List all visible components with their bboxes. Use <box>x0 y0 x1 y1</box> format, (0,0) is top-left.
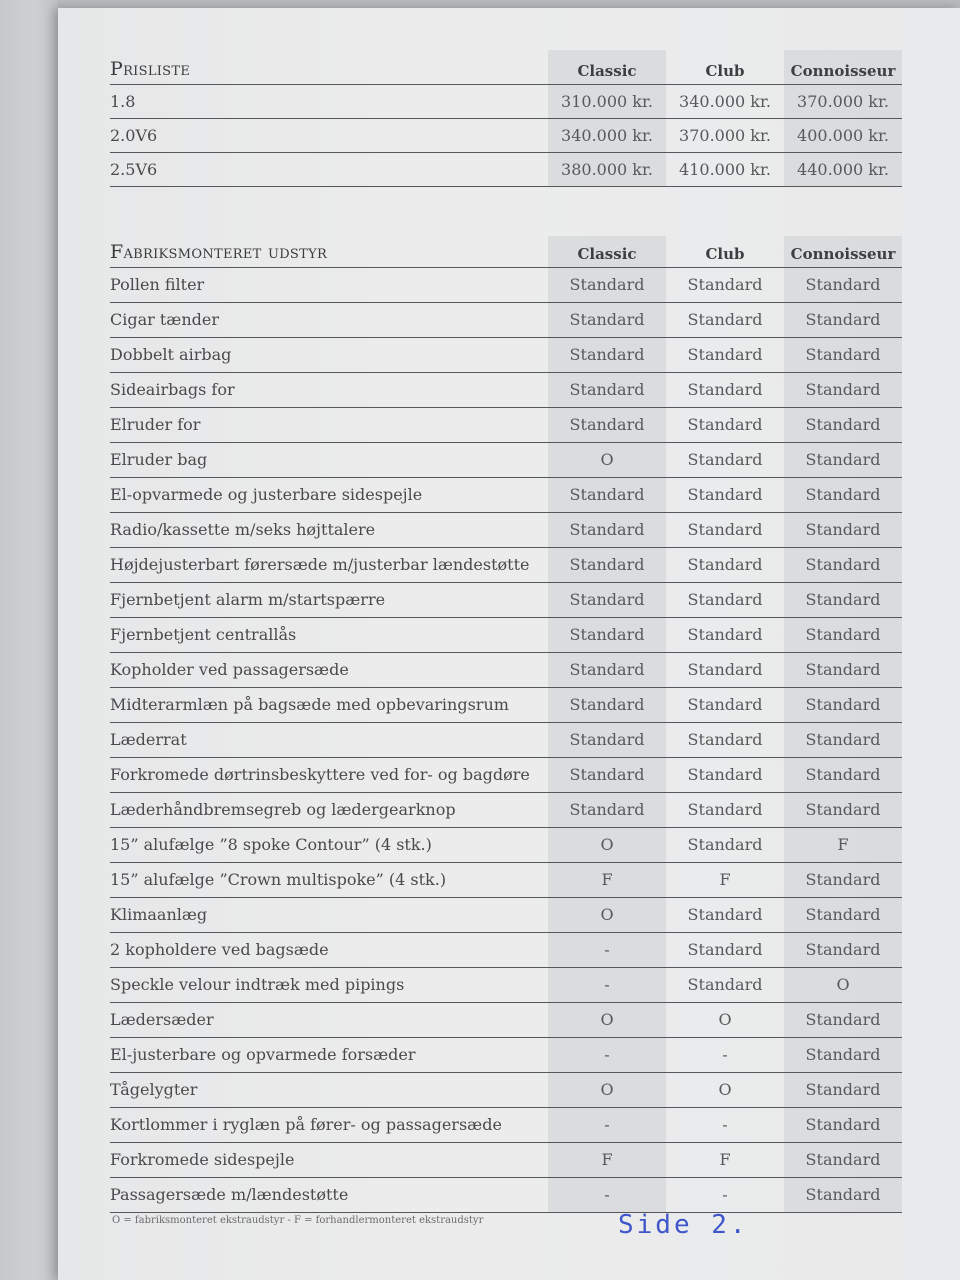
equipment-row-label: Læderrat <box>110 722 548 757</box>
equipment-row-label: 15” alufælge ”Crown multispoke” (4 stk.) <box>110 862 548 897</box>
equipment-row-label: Fjernbetjent alarm m/startspærre <box>110 582 548 617</box>
equipment-row-cell: Standard <box>666 512 784 547</box>
equipment-row-cell: Standard <box>548 757 666 792</box>
equipment-row-cell: Standard <box>666 407 784 442</box>
equipment-row-cell: F <box>666 1142 784 1177</box>
equipment-row-label: Pollen filter <box>110 267 548 302</box>
equipment-row-cell: Standard <box>666 477 784 512</box>
equipment-row-label: Elruder bag <box>110 442 548 477</box>
equipment-row-cell: Standard <box>784 337 902 372</box>
equipment-row-cell: Standard <box>548 302 666 337</box>
price-row-cell: 370.000 kr. <box>666 118 784 152</box>
equipment-row-cell: O <box>548 1002 666 1037</box>
equipment-row <box>110 897 902 932</box>
equipment-row <box>110 477 902 512</box>
equipment-row-cell: Standard <box>784 442 902 477</box>
price-column-header-club: Club <box>666 50 784 84</box>
equipment-row-cell: O <box>548 442 666 477</box>
equipment-row-cell: Standard <box>784 1177 902 1212</box>
equipment-row-cell: Standard <box>666 652 784 687</box>
equipment-row-cell: Standard <box>784 1107 902 1142</box>
equipment-row-cell: Standard <box>784 512 902 547</box>
equipment-row-cell: F <box>666 862 784 897</box>
equipment-row-cell: Standard <box>666 442 784 477</box>
equipment-row-label: Elruder for <box>110 407 548 442</box>
equipment-row <box>110 1142 902 1177</box>
equipment-row-cell: Standard <box>548 512 666 547</box>
equipment-row-label: El-justerbare og opvarmede forsæder <box>110 1037 548 1072</box>
equipment-row-label: Kopholder ved passagersæde <box>110 652 548 687</box>
equipment-row-cell: Standard <box>784 687 902 722</box>
equipment-row-cell: Standard <box>666 337 784 372</box>
price-column-header-connoisseur: Connoisseur <box>784 50 902 84</box>
equipment-row-cell: Standard <box>666 372 784 407</box>
equipment-row-label: Højdejusterbart førersæde m/justerbar lændestøtte <box>110 547 548 582</box>
equipment-row-cell: Standard <box>548 582 666 617</box>
equipment-row-label: 2 kopholdere ved bagsæde <box>110 932 548 967</box>
equipment-row-label: Tågelygter <box>110 1072 548 1107</box>
equipment-row-cell: Standard <box>666 687 784 722</box>
equipment-row-cell: Standard <box>784 792 902 827</box>
equipment-row-cell: Standard <box>784 1002 902 1037</box>
equipment-row-cell: Standard <box>784 547 902 582</box>
equipment-row <box>110 792 902 827</box>
equipment-row-label: El-opvarmede og justerbare sidespejle <box>110 477 548 512</box>
price-row-cell: 370.000 kr. <box>784 84 902 118</box>
equipment-row-label: Fjernbetjent centrallås <box>110 617 548 652</box>
equipment-row <box>110 1072 902 1107</box>
equipment-row-cell: Standard <box>784 722 902 757</box>
equipment-row <box>110 582 902 617</box>
equipment-row-cell: Standard <box>784 862 902 897</box>
equipment-row-cell: O <box>666 1072 784 1107</box>
price-row-cell: 410.000 kr. <box>666 152 784 186</box>
equipment-row-cell: Standard <box>784 1072 902 1107</box>
equipment-row <box>110 512 902 547</box>
price-list-table <box>110 50 902 187</box>
equipment-row-cell: Standard <box>784 477 902 512</box>
equipment-row-label: Speckle velour indtræk med pipings <box>110 967 548 1002</box>
equipment-row-cell: Standard <box>666 932 784 967</box>
equipment-row-label: Forkromede sidespejle <box>110 1142 548 1177</box>
equipment-row-cell: Standard <box>784 302 902 337</box>
price-list-title: Prisliste <box>110 50 548 84</box>
price-row-label: 2.5V6 <box>110 152 548 186</box>
equipment-column-header-connoisseur: Connoisseur <box>784 236 902 267</box>
equipment-row <box>110 1107 902 1142</box>
equipment-row <box>110 547 902 582</box>
equipment-row-cell: - <box>666 1107 784 1142</box>
equipment-row-label: 15” alufælge ”8 spoke Contour” (4 stk.) <box>110 827 548 862</box>
price-row-cell: 310.000 kr. <box>548 84 666 118</box>
price-row <box>110 84 902 118</box>
equipment-row-cell: Standard <box>784 582 902 617</box>
equipment-column-header-classic: Classic <box>548 236 666 267</box>
price-row <box>110 152 902 186</box>
equipment-row <box>110 337 902 372</box>
equipment-row-label: Midterarmlæn på bagsæde med opbevaringsrum <box>110 687 548 722</box>
equipment-column-header-club: Club <box>666 236 784 267</box>
equipment-row-cell: Standard <box>548 687 666 722</box>
price-row-cell: 340.000 kr. <box>666 84 784 118</box>
equipment-row <box>110 1002 902 1037</box>
equipment-row-cell: Standard <box>784 757 902 792</box>
equipment-row-label: Dobbelt airbag <box>110 337 548 372</box>
equipment-row <box>110 862 902 897</box>
equipment-row <box>110 372 902 407</box>
equipment-row <box>110 652 902 687</box>
equipment-row <box>110 407 902 442</box>
equipment-title: Fabriksmonteret udstyr <box>110 236 548 267</box>
equipment-row-label: Lædersæder <box>110 1002 548 1037</box>
equipment-row-cell: Standard <box>548 547 666 582</box>
equipment-row <box>110 1177 902 1212</box>
equipment-row-cell: Standard <box>784 1037 902 1072</box>
equipment-row-cell: Standard <box>666 792 784 827</box>
equipment-row <box>110 722 902 757</box>
equipment-row-cell: - <box>666 1037 784 1072</box>
equipment-row-label: Passagersæde m/lændestøtte <box>110 1177 548 1212</box>
price-row <box>110 118 902 152</box>
equipment-row-cell: - <box>548 1107 666 1142</box>
equipment-row-label: Radio/kassette m/seks højttalere <box>110 512 548 547</box>
price-row-cell: 440.000 kr. <box>784 152 902 186</box>
price-column-header-classic: Classic <box>548 50 666 84</box>
equipment-row-cell: Standard <box>666 827 784 862</box>
equipment-row-cell: - <box>548 967 666 1002</box>
equipment-row-cell: Standard <box>784 1142 902 1177</box>
equipment-table <box>110 236 902 1213</box>
price-list-header-row <box>110 50 902 84</box>
equipment-row-cell: Standard <box>666 617 784 652</box>
equipment-row-label: Sideairbags for <box>110 372 548 407</box>
equipment-row-cell: Standard <box>666 722 784 757</box>
legend-footnote: O = fabriksmonteret ekstraudstyr - F = forhandlermonteret ekstraudstyr <box>112 1215 484 1226</box>
equipment-row <box>110 932 902 967</box>
equipment-row-cell: Standard <box>666 547 784 582</box>
equipment-row-cell: Standard <box>548 407 666 442</box>
equipment-row-cell: - <box>548 1177 666 1212</box>
equipment-row-cell: - <box>666 1177 784 1212</box>
equipment-row-cell: Standard <box>666 757 784 792</box>
equipment-row <box>110 267 902 302</box>
equipment-row <box>110 687 902 722</box>
equipment-row-cell: Standard <box>784 652 902 687</box>
facing-page-edge <box>0 0 58 1280</box>
equipment-row-cell: Standard <box>784 897 902 932</box>
equipment-row-cell: Standard <box>548 652 666 687</box>
equipment-row-cell: Standard <box>666 302 784 337</box>
equipment-row-cell: Standard <box>666 897 784 932</box>
equipment-row-label: Læderhåndbremsegreb og lædergearknop <box>110 792 548 827</box>
equipment-row-cell: Standard <box>784 932 902 967</box>
equipment-row-cell: - <box>548 932 666 967</box>
equipment-row-cell: Standard <box>784 372 902 407</box>
equipment-row-cell: O <box>784 967 902 1002</box>
equipment-row-cell: Standard <box>784 407 902 442</box>
equipment-row-cell: Standard <box>666 967 784 1002</box>
equipment-row-cell: Standard <box>548 337 666 372</box>
equipment-row <box>110 302 902 337</box>
equipment-row-cell: F <box>784 827 902 862</box>
equipment-row-cell: Standard <box>548 267 666 302</box>
equipment-row-cell: Standard <box>666 267 784 302</box>
price-row-cell: 340.000 kr. <box>548 118 666 152</box>
equipment-row <box>110 827 902 862</box>
equipment-header-row <box>110 236 902 267</box>
equipment-row-cell: Standard <box>548 372 666 407</box>
equipment-row <box>110 442 902 477</box>
equipment-row-cell: Standard <box>548 792 666 827</box>
equipment-row-cell: - <box>548 1037 666 1072</box>
equipment-row <box>110 617 902 652</box>
equipment-row <box>110 1037 902 1072</box>
equipment-row-cell: Standard <box>548 722 666 757</box>
equipment-row-label: Klimaanlæg <box>110 897 548 932</box>
equipment-row-cell: F <box>548 1142 666 1177</box>
equipment-row-label: Cigar tænder <box>110 302 548 337</box>
equipment-row-cell: O <box>548 897 666 932</box>
handwritten-page-note: Side 2. <box>618 1210 749 1240</box>
price-row-label: 2.0V6 <box>110 118 548 152</box>
equipment-row-cell: Standard <box>784 617 902 652</box>
price-row-cell: 380.000 kr. <box>548 152 666 186</box>
equipment-row-cell: Standard <box>666 582 784 617</box>
price-row-cell: 400.000 kr. <box>784 118 902 152</box>
equipment-row-cell: F <box>548 862 666 897</box>
equipment-row <box>110 967 902 1002</box>
equipment-row <box>110 757 902 792</box>
equipment-row-cell: Standard <box>784 267 902 302</box>
equipment-row-label: Kortlommer i ryglæn på fører- og passagersæde <box>110 1107 548 1142</box>
equipment-row-cell: Standard <box>548 617 666 652</box>
equipment-row-cell: O <box>548 1072 666 1107</box>
equipment-row-label: Forkromede dørtrinsbeskyttere ved for- og bagdøre <box>110 757 548 792</box>
equipment-row-cell: O <box>666 1002 784 1037</box>
equipment-row-cell: Standard <box>548 477 666 512</box>
equipment-row-cell: O <box>548 827 666 862</box>
price-row-label: 1.8 <box>110 84 548 118</box>
